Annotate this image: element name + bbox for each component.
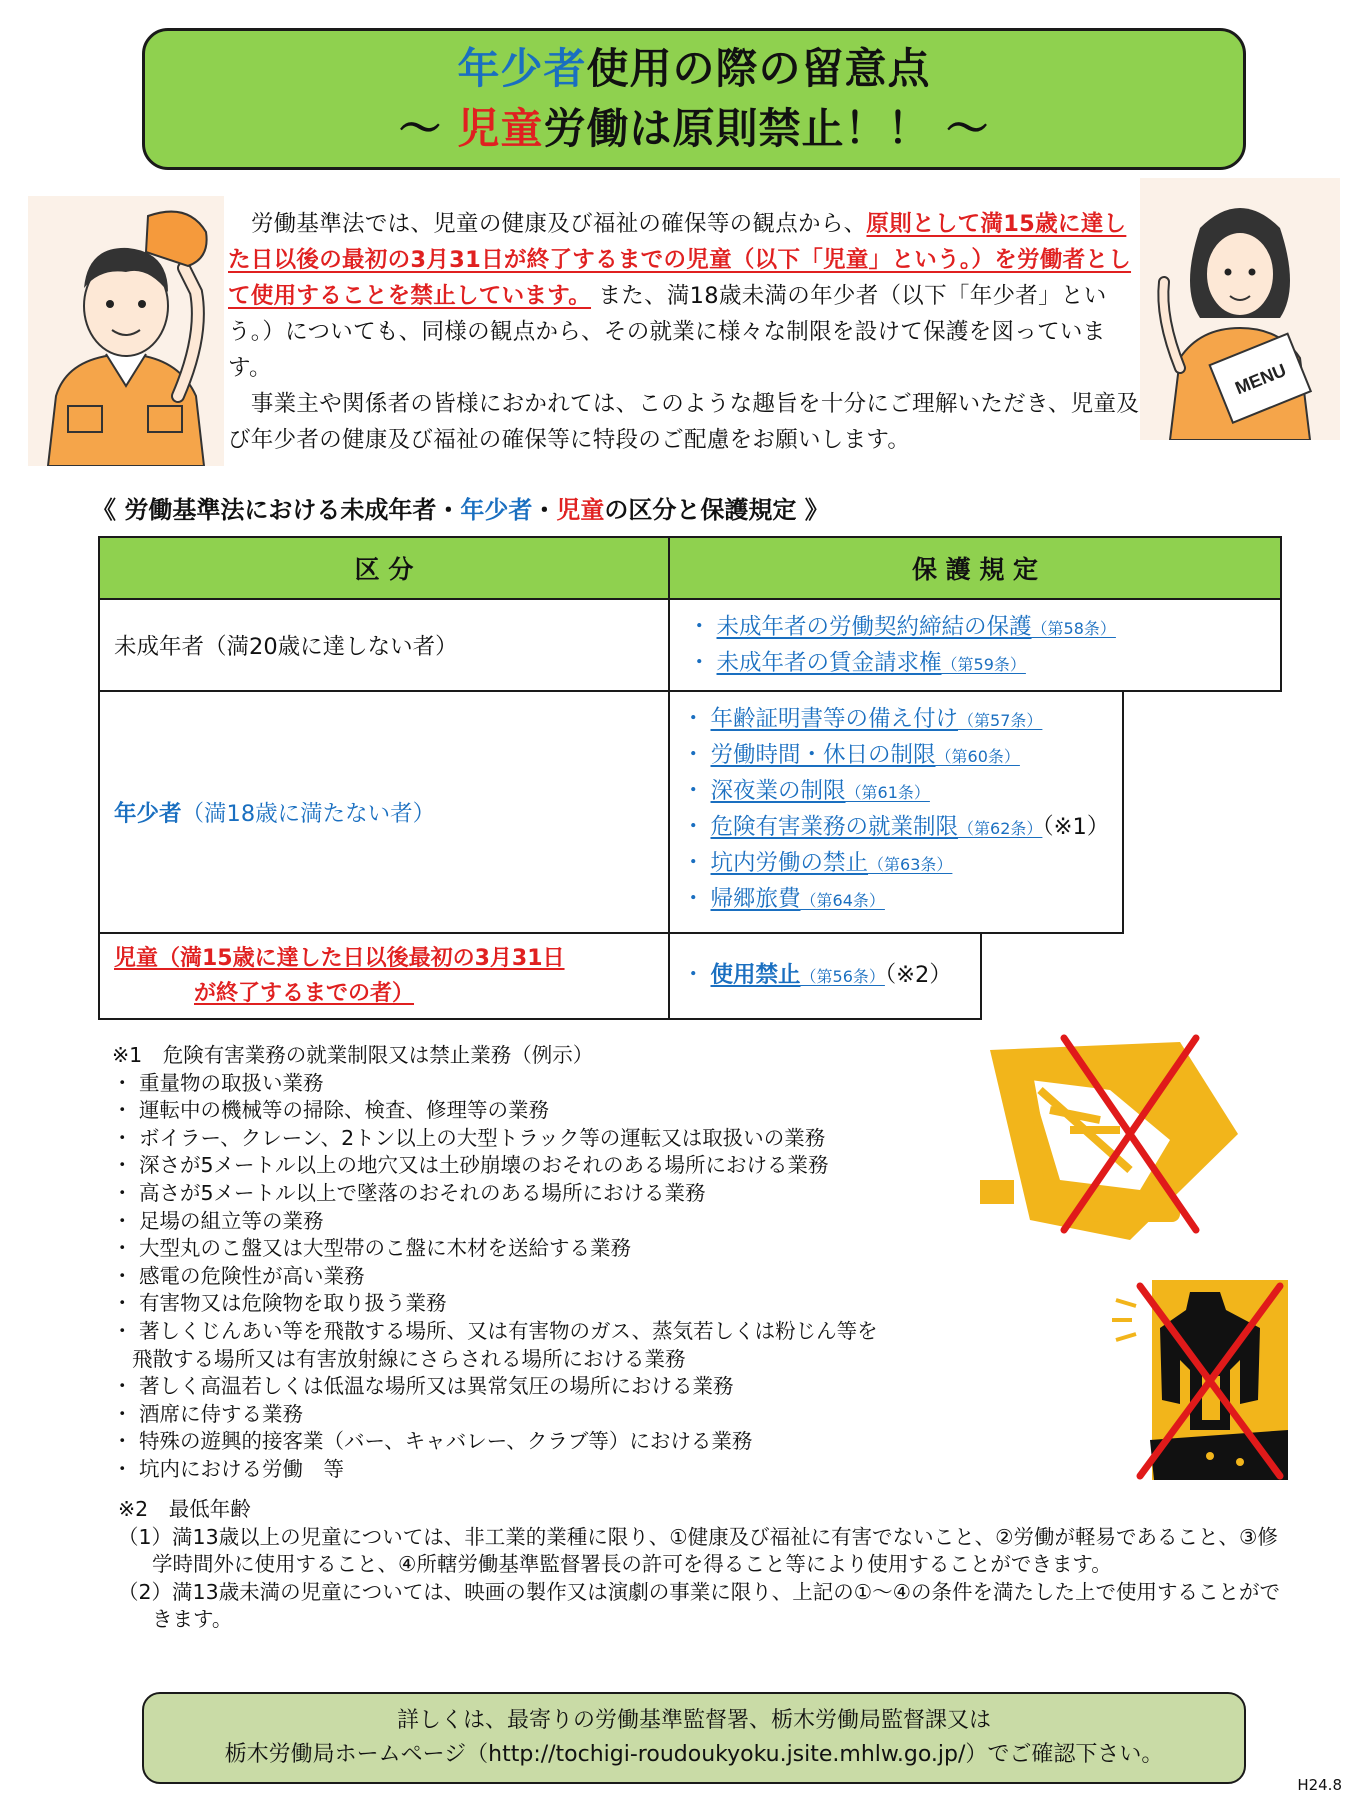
minor-rule-item <box>688 646 1116 682</box>
young-label-word: 年少者 <box>114 801 182 827</box>
title-child-word: 児童 <box>457 104 544 153</box>
waitress-illustration <box>1140 178 1340 440</box>
young-rule-article: （第64条） <box>800 891 885 910</box>
list-item-continuation: 飛散する場所又は有害放射線にさらされる場所における業務 <box>132 1346 686 1371</box>
list-item: ・ 深さが5メートル以上の地穴又は土砂崩壊のおそれのある場所における業務 <box>112 1153 829 1178</box>
section-heading-open: 《 労働基準法における未成年者・ <box>92 496 461 524</box>
mining-prohibited-illustration <box>1090 1280 1288 1480</box>
title-youth-word: 年少者 <box>457 44 587 93</box>
intro-p1-start: 労働基準法では、児童の健康及び福祉の確保等の観点から、 <box>250 211 867 237</box>
list-bullet: ・ <box>682 814 705 840</box>
title-line-2 <box>399 99 989 159</box>
young-rule-item <box>682 738 1109 774</box>
version-label: H24.8 <box>1297 1776 1342 1794</box>
section-heading-youth: 年少者 <box>460 496 533 524</box>
footer-line-2[interactable]: 栃木労働局ホームページ（http://tochigi-roudoukyoku.jsite.mhlw.go.jp/）でご確認下さい。 <box>224 1742 1164 1767</box>
minimum-age-notes <box>118 1496 1288 1634</box>
child-rule-article: （第56条） <box>800 967 885 986</box>
young-rule-text: 帰郷旅費 <box>710 886 801 912</box>
intro-p1-end: また、満18歳未満の年少者（以下「年少者」という。）についても、同様の観点から、その就業に様々な制限を設けて保護を図っています。 <box>228 283 1107 381</box>
list-item: ・ 運転中の機械等の掃除、検査、修理等の業務 <box>112 1098 550 1123</box>
minor-rule-text: 未成年者の賃金請求権 <box>716 650 942 676</box>
list-item: ・ 高さが5メートル以上で墜落のおそれのある場所における業務 <box>112 1180 706 1205</box>
young-rule-text: 危険有害業務の就業制限 <box>710 814 959 840</box>
young-rule-article: （第57条） <box>958 711 1043 730</box>
note2-item-2: （2）満13歳未満の児童については、映画の製作又は演劇の事業に限り、上記の①～④の条件を満たした上で使用することができます。 <box>118 1579 1280 1632</box>
crane-prohibited-illustration <box>970 1030 1240 1250</box>
minor-rule-article: （第59条） <box>941 655 1026 674</box>
list-bullet: ・ <box>688 614 711 640</box>
crane-prohibited-icon <box>970 1030 1240 1250</box>
child-rules-list <box>682 958 952 994</box>
intro-text <box>228 206 1144 458</box>
young-rule-item <box>682 846 1109 882</box>
list-item: ・ 足場の組立等の業務 <box>112 1208 324 1233</box>
intro-p2-text: 事業主や関係者の皆様におかれては、このような趣旨を十分にご理解いただき、児童及び年少者の健康及び福祉の確保等に特段のご配慮をお願いします。 <box>228 391 1140 453</box>
section-heading-close: の区分と保護規定 》 <box>604 496 829 524</box>
hazardous-work-notes <box>112 1042 878 1484</box>
young-rules-list <box>682 702 1109 918</box>
list-item: ・ 大型丸のこ盤又は大型帯のこ盤に木材を送給する業務 <box>112 1236 632 1261</box>
list-bullet: ・ <box>682 850 705 876</box>
note2-heading: ※2 最低年齢 <box>118 1497 251 1521</box>
title-line-1 <box>457 39 930 99</box>
footer-line-1: 詳しくは、最寄りの労働基準監督署、栃木労働局監督課又は <box>396 1708 991 1733</box>
classification-table <box>98 536 1282 1020</box>
title-banner <box>142 28 1246 170</box>
list-item: ・ ボイラー、クレーン、2トン以上の大型トラック等の運転又は取扱いの業務 <box>112 1125 826 1150</box>
list-bullet: ・ <box>682 886 705 912</box>
note2-item-1: （1）満13歳以上の児童については、非工業的業種に限り、①健康及び福祉に有害でないこと、②労働が軽易であること、③修学時間外に使用すること、④所轄労働基準監督署長の許可を得ること等により使用することができます。 <box>118 1524 1278 1577</box>
worker-figure-icon <box>28 196 224 466</box>
list-bullet: ・ <box>682 778 705 804</box>
section-heading <box>92 490 829 525</box>
list-item: ・ 感電の危険性が高い業務 <box>112 1263 365 1288</box>
child-rule-item <box>682 958 952 994</box>
young-rule-item <box>682 882 1109 918</box>
list-item: ・ 坑内における労働 等 <box>112 1456 345 1481</box>
young-rule-item <box>682 702 1109 738</box>
child-label <box>98 932 670 1020</box>
header-category: 区 分 <box>98 536 670 600</box>
waitress-figure-icon <box>1140 178 1340 440</box>
intro-child-prohibition: 原則として満15歳に達した日以後の最初の3月31日が終了するまでの児童（以下「児童」という。）を労働者として使用することを禁止しています。 <box>228 211 1132 309</box>
list-item: ・ 酒席に侍する業務 <box>112 1401 304 1426</box>
young-rule-article: （第63条） <box>868 855 953 874</box>
list-item: ・ 著しく高温若しくは低温な場所又は異常気圧の場所における業務 <box>112 1374 734 1399</box>
young-rule-item <box>682 810 1109 846</box>
young-rule-article: （第62条） <box>958 819 1043 838</box>
young-rule-text: 深夜業の制限 <box>710 778 846 804</box>
young-rule-text: 坑内労働の禁止 <box>710 850 869 876</box>
intro-paragraph-1 <box>228 206 1144 386</box>
child-rule-note: （※2） <box>884 962 952 988</box>
young-rule-text: 労働時間・休日の制限 <box>710 742 936 768</box>
list-item: ・ 重量物の取扱い業務 <box>112 1070 324 1095</box>
worker-illustration <box>28 196 224 466</box>
menu-sign-text: MENU <box>1232 359 1289 399</box>
title-line1-rest: 使用の際の留意点 <box>586 44 931 93</box>
young-rule-item <box>682 774 1109 810</box>
minor-rule-item <box>688 610 1116 646</box>
intro-paragraph-2 <box>228 386 1144 458</box>
minor-rules-list <box>688 610 1116 682</box>
child-rule-text: 使用禁止 <box>710 962 801 988</box>
contact-footer <box>142 1692 1246 1784</box>
list-bullet: ・ <box>682 742 705 768</box>
list-bullet: ・ <box>682 706 705 732</box>
note1-heading: ※1 危険有害業務の就業制限又は禁止業務（例示） <box>112 1043 594 1067</box>
list-item: ・ 著しくじんあい等を飛散する場所、又は有害物のガス、蒸気若しくは粉じん等を <box>112 1318 878 1343</box>
title-line2-pre: ～ <box>398 104 458 153</box>
mining-prohibited-icon <box>1090 1280 1288 1480</box>
list-item: ・ 有害物又は危険物を取り扱う業務 <box>112 1291 447 1316</box>
section-heading-child: 児童 <box>556 496 605 524</box>
section-heading-sep: ・ <box>532 496 557 524</box>
child-label-line-1: 児童（満15歳に達した日以後最初の3月31日 <box>114 946 565 971</box>
minor-rule-article: （第58条） <box>1031 619 1116 638</box>
young-rule-text: 年齢証明書等の備え付け <box>710 706 959 732</box>
title-line2-rest: 労働は原則禁止！！ ～ <box>543 104 990 153</box>
young-rule-article: （第61条） <box>845 783 930 802</box>
list-bullet: ・ <box>688 650 711 676</box>
minor-rule-text: 未成年者の労働契約締結の保護 <box>716 614 1032 640</box>
list-item: ・ 特殊の遊興的接客業（バー、キャバレー、クラブ等）における業務 <box>112 1429 753 1454</box>
young-label <box>98 690 670 934</box>
list-bullet: ・ <box>682 962 705 988</box>
young-rule-note: （※1） <box>1042 814 1110 840</box>
header-protection: 保 護 規 定 <box>668 536 1282 600</box>
young-label-rest: （満18歳に満たない者） <box>181 801 436 827</box>
child-label-line-2: が終了するまでの者） <box>194 981 415 1006</box>
hazardous-work-list <box>112 1070 878 1484</box>
minor-label: 未成年者（満20歳に達しない者） <box>98 598 670 692</box>
young-rule-article: （第60条） <box>935 747 1020 766</box>
